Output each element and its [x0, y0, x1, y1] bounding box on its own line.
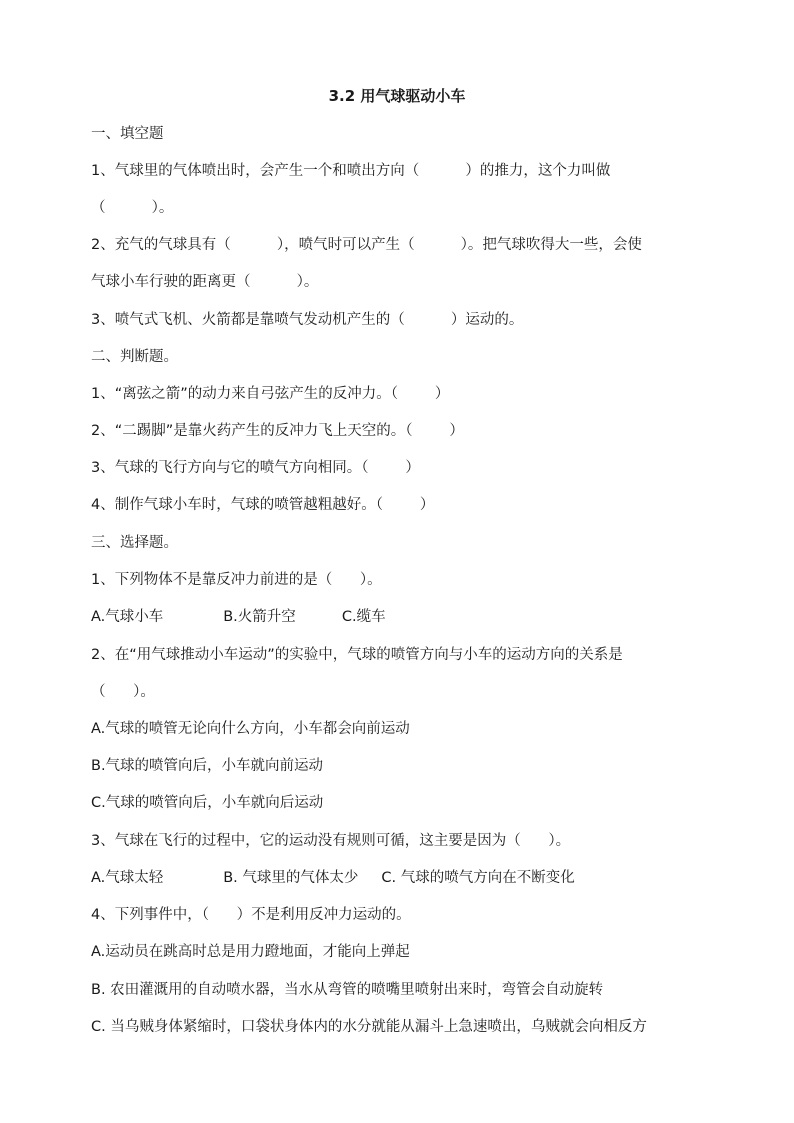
question-text: 2、“二踢脚”是靠火药产生的反冲力飞上天空的。（ ） [91, 423, 464, 439]
answer-option: C.气球的喷管向后，小车就向后运动 [91, 795, 324, 811]
answer-option: B.气球的喷管向后，小车就向前运动 [91, 758, 324, 774]
section-heading-true-false: 二、判断题。 [91, 349, 178, 365]
question-text: 2、在“用气球推动小车运动”的实验中，气球的喷管方向与小车的运动方向的关系是 [91, 647, 623, 663]
question-text: 3、气球的飞行方向与它的喷气方向相同。（ ） [91, 460, 420, 476]
answer-option: A.气球的喷管无论向什么方向，小车都会向前运动 [91, 721, 410, 737]
question-text: （ ）。 [91, 684, 155, 700]
question-text: 3、喷气式飞机、火箭都是靠喷气发动机产生的（ ）运动的。 [91, 312, 524, 328]
question-text: 1、下列物体不是靠反冲力前进的是（ ）。 [91, 572, 382, 588]
question-text: 4、制作气球小车时，气球的喷管越粗越好。（ ） [91, 497, 435, 513]
answer-option: B. 农田灌溉用的自动喷水器，当水从弯管的喷嘴里喷射出来时，弯管会自动旋转 [91, 982, 604, 998]
answer-options: A.气球太轻 B. 气球里的气体太少 C. 气球的喷气方向在不断变化 [91, 870, 575, 886]
answer-options: A.气球小车 B.火箭升空 C.缆车 [91, 609, 386, 625]
answer-option: A.运动员在跳高时总是用力蹬地面，才能向上弹起 [91, 944, 410, 960]
question-text: 3、气球在飞行的过程中，它的运动没有规则可循，这主要是因为（ ）。 [91, 833, 571, 849]
question-text: 气球小车行驶的距离更（ ）。 [91, 274, 319, 290]
section-heading-fill-blank: 一、填空题 [91, 126, 164, 142]
question-text: 1、气球里的气体喷出时，会产生一个和喷出方向（ ）的推力，这个力叫做 [91, 163, 611, 179]
question-text: 4、下列事件中，（ ）不是利用反冲力运动的。 [91, 907, 411, 923]
page-title: 3.2 用气球驱动小车 [328, 87, 466, 105]
question-text: （ ）。 [91, 200, 174, 216]
question-text: 1、“离弦之箭”的动力来自弓弦产生的反冲力。（ ） [91, 386, 450, 402]
question-text: 2、充气的气球具有（ ），喷气时可以产生（ ）。把气球吹得大一些，会使 [91, 237, 642, 253]
answer-option: C. 当乌贼身体紧缩时，口袋状身体内的水分就能从漏斗上急速喷出，乌贼就会向相反方 [91, 1019, 647, 1035]
section-heading-multiple-choice: 三、选择题。 [91, 535, 178, 551]
